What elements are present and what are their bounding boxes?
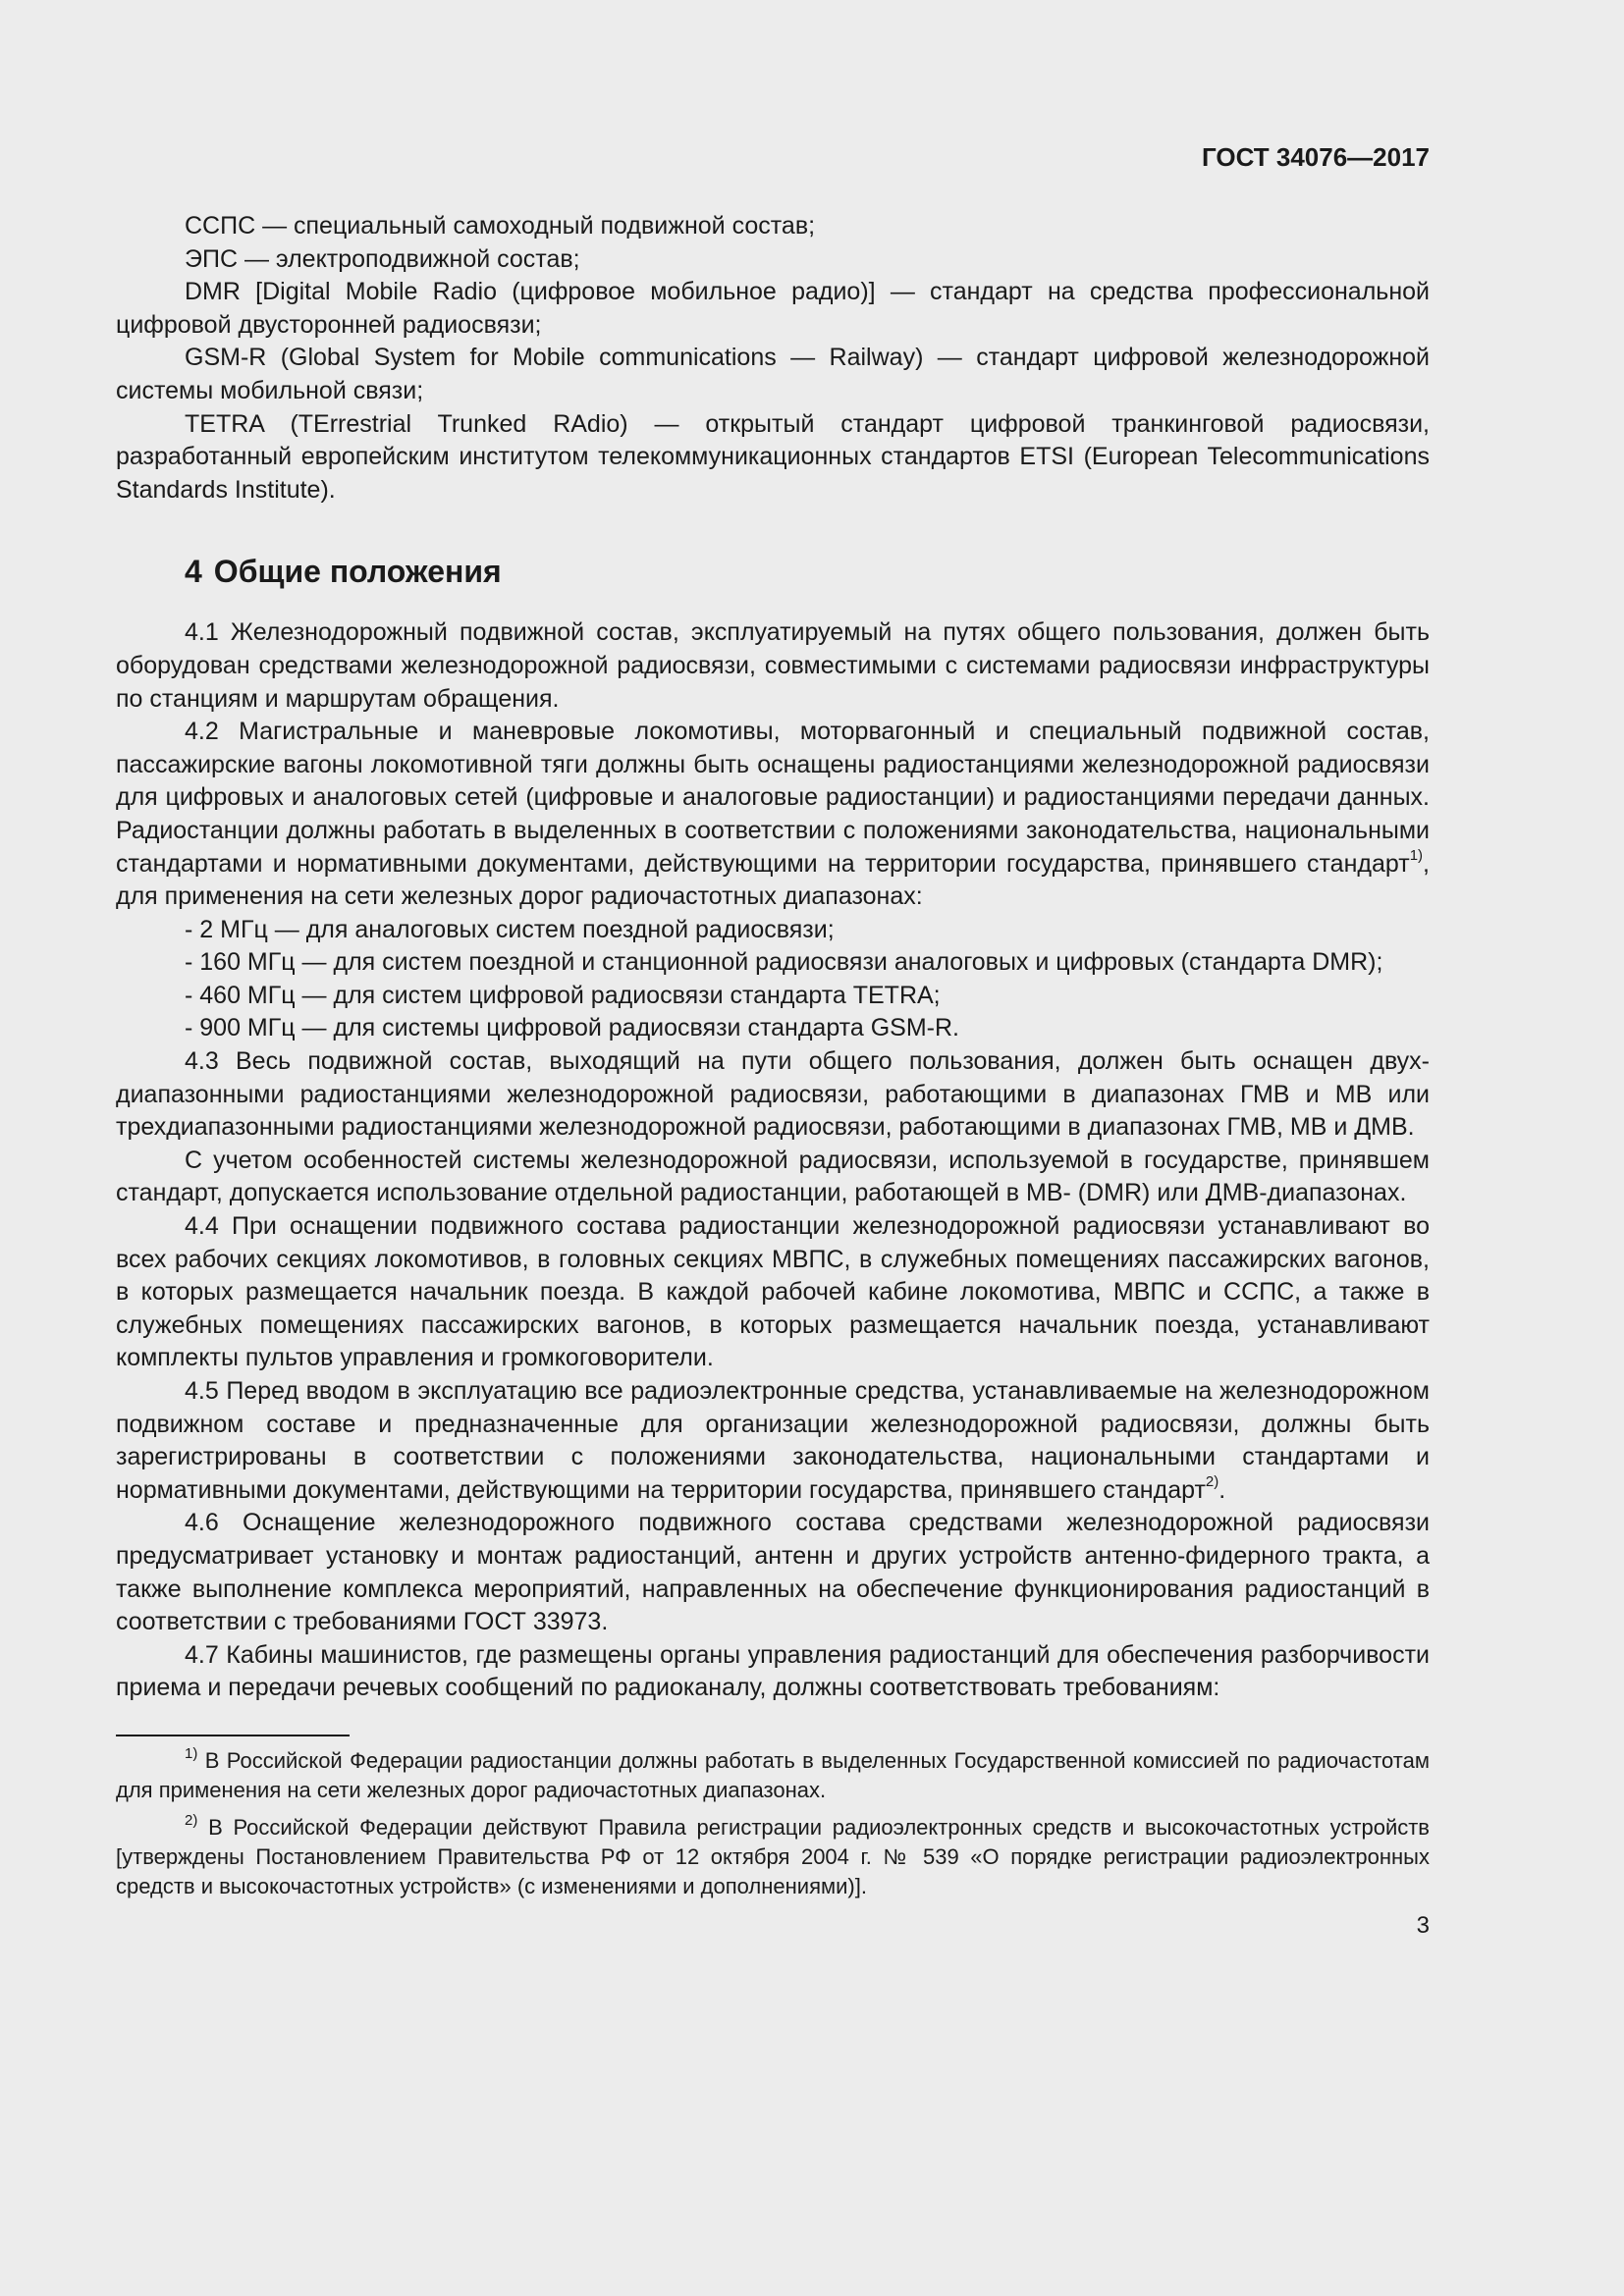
frequency-band-list <box>116 914 1430 1045</box>
section-title: Общие положения <box>213 554 502 590</box>
clause-4-5-tail: . <box>1218 1475 1226 1504</box>
clause-4-3: 4.3 Весь подвижной состав, выходящий на пути общего пользования, должен быть оснащен двухдиапазонными радиостанциями железнодорожной радиосвязи, работающими в диапазонах ГМВ и МВ или трехдиапазонными радиостанциями железнодорожной радиосвязи, работающими в диапазонах ГМВ, МВ и ДМВ. <box>116 1047 1430 1142</box>
section-heading <box>185 552 1430 591</box>
clause-4-5-text: 4.5 Перед вводом в эксплуатацию все радиоэлектронные средства, устанавливаемые на железнодорожном подвижном составе и предназначенные для организации железнодорожной радиосвязи, должны быть зарегистрированы в соответствии с положениями законодательства, национальными стандартами и нормативными документами, действующими на территории государства, принявшего стандарт <box>116 1377 1430 1504</box>
footnote-ref-1[interactable]: 1) <box>1409 847 1424 865</box>
clause-4-5 <box>116 1375 1430 1507</box>
document-header: ГОСТ 34076—2017 <box>1202 142 1430 172</box>
section-number: 4 <box>185 554 202 590</box>
clause-4-1: 4.1 Железнодорожный подвижной состав, эксплуатируемый на путях общего пользования, должен быть оборудован средствами железнодорожной радиосвязи, совместимыми с системами радиосвязи инфраструктуры по станциям и маршрутам обращения. <box>116 618 1430 713</box>
clause-4-3-note: С учетом особенностей системы железнодорожной радиосвязи, используемой в государстве, принявшем стандарт, допускается использование отдельной радиостанции, работающей в МВ- (DMR) или ДМВ-диапазонах. <box>116 1146 1430 1207</box>
page-number: 3 <box>1416 1911 1430 1939</box>
footnote-2 <box>116 1813 1430 1901</box>
definition-eps: ЭПС — электроподвижной состав; <box>185 244 580 273</box>
footnote-divider <box>116 1735 350 1736</box>
footnote-text: В Российской Федерации действуют Правила регистрации радиоэлектронных средств и высокочастотных устройств [утверждены Постановлением Правительства РФ от 12 октября 2004 г. № 539 «О порядке регистрации радиоэлектронных средств и высокочастотных устройств» (с изменениями и дополнениями)]. <box>116 1814 1430 1898</box>
footnote-1 <box>116 1746 1430 1805</box>
footnote-mark: 1) <box>185 1744 198 1762</box>
definition-sspc: ССПС — специальный самоходный подвижной состав; <box>185 212 816 240</box>
clause-4-2-tail: , для применения на сети железных дорог радиочастотных диапазонах: <box>116 849 1430 911</box>
clause-4-6: 4.6 Оснащение железнодорожного подвижного состава средствами железнодорожной радиосвязи предусматривает установку и монтаж радиостанций, антенн и других устройств антенно-фидерного тракта, а также выполнение комплекса мероприятий, направленных на обеспечение функционирования радиостанций в соответствии с требованиями ГОСТ 33973. <box>116 1509 1430 1636</box>
clause-4-2-text: 4.2 Магистральные и маневровые локомотивы, моторвагонный и специальный подвижной состав, пассажирские вагоны локомотивной тяги должны быть оснащены радиостанциями железнодорожной радиосвязи для цифровых и аналоговых сетей (цифровые и аналоговые радиостанции) и радиостанциями передачи данных. Радиостанции должны работать в выделенных в соответствии с положениями законодательства, национальными стандартами и нормативными документами, действующими на территории государства, принявшего стандарт <box>116 718 1430 878</box>
footnote-ref-2[interactable]: 2) <box>1205 1473 1219 1491</box>
definition-gsm-r: GSM-R (Global System for Mobile communications — Railway) — стандарт цифровой железнодорожной системы мобильной связи; <box>116 344 1430 404</box>
clause-4-7: 4.7 Кабины машинистов, где размещены органы управления радиостанций для обеспечения разборчивости приема и передачи речевых сообщений по радиоканалу, должны соответствовать требованиям: <box>116 1640 1430 1702</box>
abbreviation-definitions <box>116 210 1430 507</box>
clause-4-4: 4.4 При оснащении подвижного состава радиостанции железнодорожной радиосвязи устанавливают во всех рабочих секциях локомотивов, в головных секциях МВПС, в служебных помещениях пассажирских вагонов, в которых размещается начальник поезда. В каждой рабочей кабине локомотива, МВПС и ССПС, а также в служебных помещениях пассажирских вагонов, в которых размещается начальник поезда, устанавливают комплекты пультов управления и громкоговорители. <box>116 1212 1430 1372</box>
list-item: - 460 МГц — для систем цифровой радиосвязи стандарта TETRA; <box>185 981 941 1009</box>
list-item: - 900 МГц — для системы цифровой радиосвязи стандарта GSM-R. <box>185 1014 959 1042</box>
list-item: - 2 МГц — для аналоговых систем поездной радиосвязи; <box>185 915 835 943</box>
footnotes <box>116 1746 1430 1901</box>
list-item: - 160 МГц — для систем поездной и станционной радиосвязи аналоговых и цифровых (стандарта DMR); <box>185 948 1383 977</box>
definition-tetra: TETRA (TErrestrial Trunked RAdio) — открытый стандарт цифровой транкинговой радиосвязи, разработанный европейским институтом телекоммуникационных стандартов ETSI (European Telecommunications Standards Institute). <box>116 409 1430 504</box>
clause-4-2 <box>116 716 1430 914</box>
footnote-text: В Российской Федерации радиостанции должны работать в выделенных Государственной комиссией по радиочастотам для применения на сети железных дорог радиочастотных диапазонах. <box>116 1747 1430 1802</box>
footnote-mark: 2) <box>185 1811 198 1829</box>
definition-dmr: DMR [Digital Mobile Radio (цифровое мобильное радио)] — стандарт на средства профессиональной цифровой двусторонней радиосвязи; <box>116 278 1430 339</box>
document-page <box>116 137 1430 1943</box>
